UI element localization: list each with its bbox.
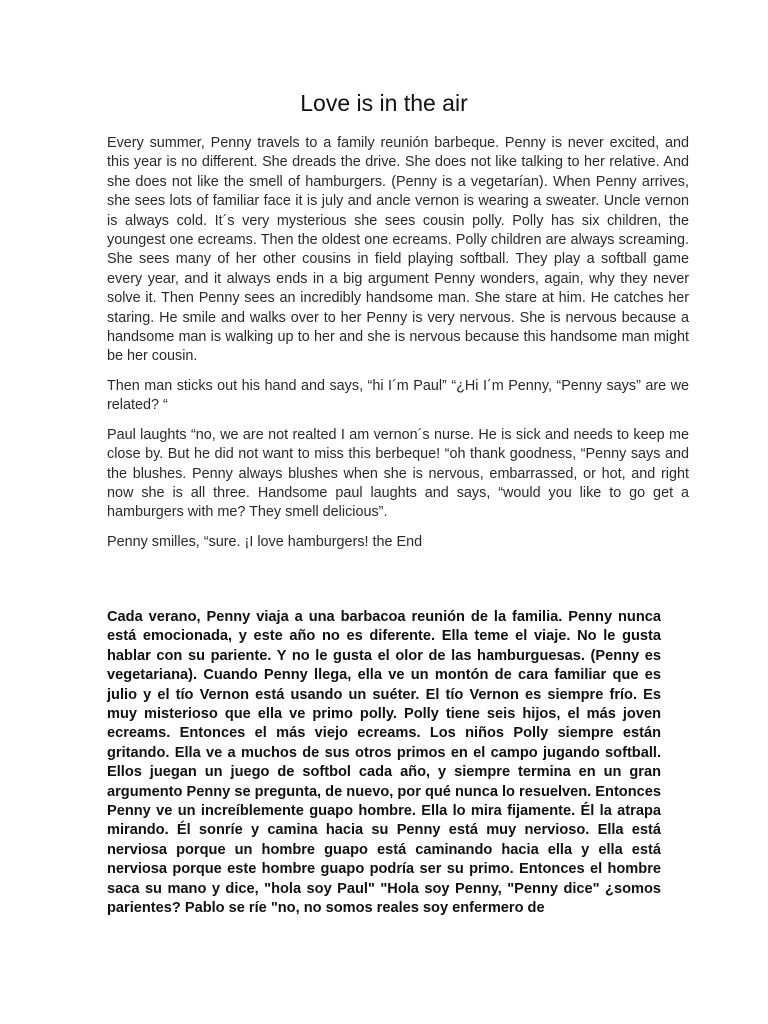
english-story xyxy=(107,134,689,562)
story-paragraph-4: Penny smilles, “sure. ¡I love hamburgers! the End xyxy=(107,533,423,550)
story-paragraph-1: Every summer, Penny travels to a family reunión barbeque. Penny is never excited, and this year is no different. She dreads the drive. She does not like talking to her relative. And she does not like the smell of hamburgers. (Penny is a vegetarían). When Penny arrives, she sees lots of familiar face it is july and ancle vernon is wearing a sweater. Uncle vernon is always cold. It´s very mysterious she sees cousin polly. Polly has six children, the youngest one ecreams. Then the oldest one ecreams. Polly children are always screaming. She sees many of her other cousins in field playing softball. They play a softball game every year, and it always ends in a big argument Penny wonders, again, why they never solve it. Then Penny sees an incredibly handsome man. She stare at him. He catches her staring. He smile and walks over to her Penny is very nervous. She is nervous because a handsome man is walking up to her and she is nervous because this handsome man might be her cousin. xyxy=(107,135,689,365)
spanish-translation: Cada verano, Penny viaja a una barbacoa reunión de la familia. Penny nunca está emocionada, y este año no es diferente. Ella teme el viaje. No le gusta hablar con su pariente. Y no le gusta el olor de las hamburguesas. (Penny es vegetariana). Cuando Penny llega, ella ve un montón de cara familiar que es julio y el tío Vernon está usando un suéter. El tío Vernon es siempre frío. Es muy misterioso que ella ve primo polly. Polly tiene seis hijos, el más joven ecreams. Entonces el más viejo ecreams. Los niños Polly siempre están gritando. Ella ve a muchos de sus otros primos en el campo jugando softball. Ellos juegan un juego de softbol cada año, y siempre termina en un gran argumento Penny se pregunta, de nuevo, por qué nunca lo resuelven. Entonces Penny ve un increíblemente guapo hombre. Ella lo mira fijamente. Él la atrapa mirando. Él sonríe y camina hacia su Penny está muy nervioso. Ella está nerviosa porque un hombre guapo está caminando hacia ella y ella está nerviosa porque este hombre guapo podría ser su primo. Entonces el hombre saca su mano y dice, "hola soy Paul" "Hola soy Penny, "Penny dice" ¿somos parientes? Pablo se ríe "no, no somos reales soy enfermero de xyxy=(107,609,661,917)
story-paragraph-2: Then man sticks out his hand and says, “hi I´m Paul” “¿Hi I´m Penny, “Penny says” are we related? “ xyxy=(107,377,689,414)
story-paragraph-3: Paul laughts “no, we are not realted I am vernon´s nurse. He is sick and needs to keep me close by. But he did not want to miss this berbeque! “oh thank goodness, “Penny says and the blushes. Penny always blushes when she is nervous, embarrassed, or hot, and right now she is all three. Handsome paul laughts and says, “would you like to go get a hamburgers with me? They smell delicious”. xyxy=(107,426,689,521)
document-title: Love is in the air xyxy=(300,90,468,116)
